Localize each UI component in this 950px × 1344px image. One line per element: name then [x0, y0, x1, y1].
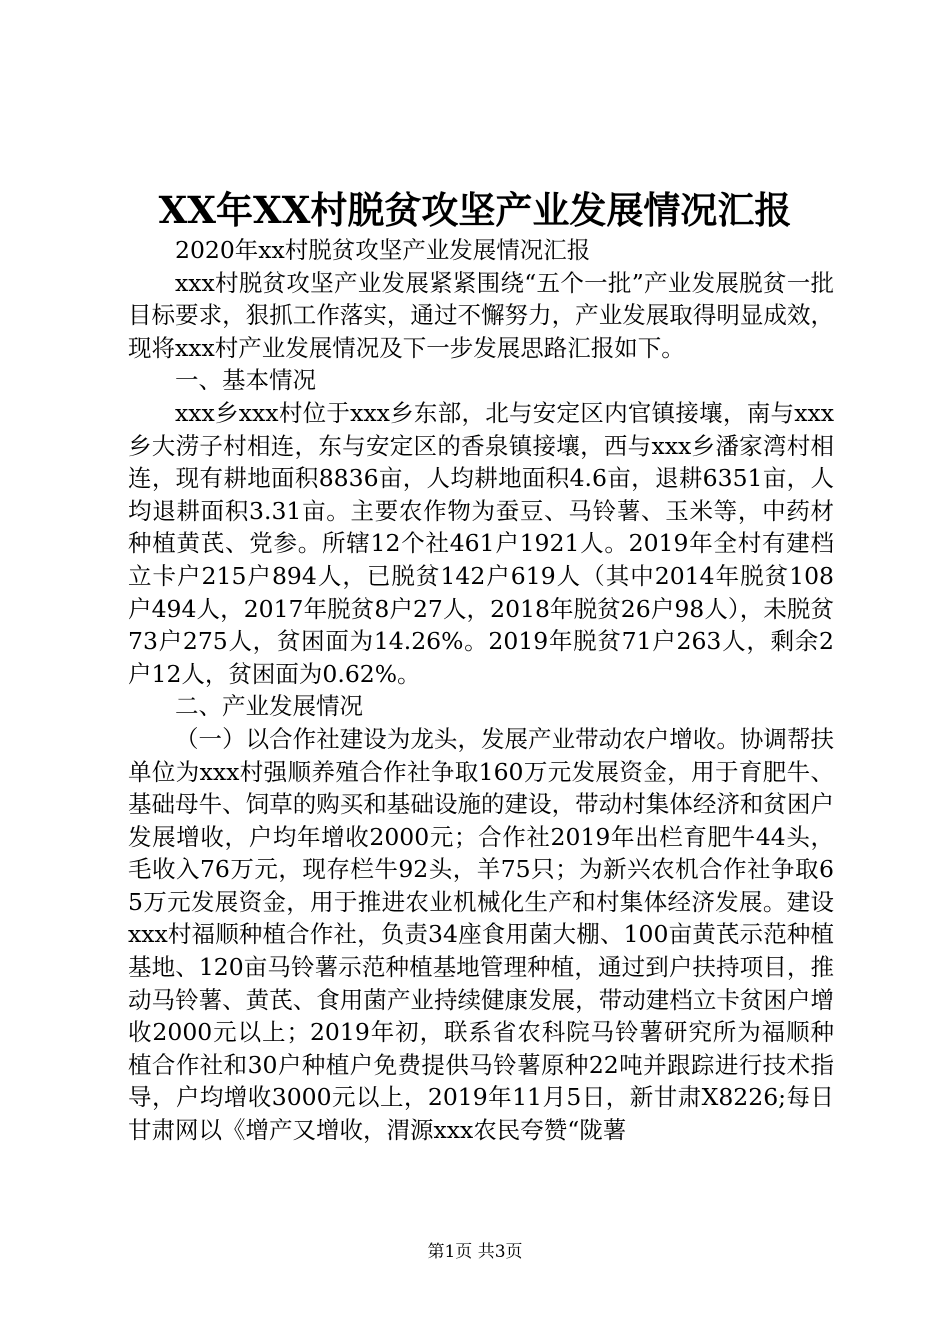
paragraph-subtitle: 2020年xx村脱贫攻坚产业发展情况汇报: [175, 236, 591, 264]
document-title: XX年XX村脱贫攻坚产业发展情况汇报: [158, 188, 792, 232]
section-heading-basic: 一、基本情况: [175, 366, 316, 395]
paragraph-industry-development: （一）以合作社建设为龙头，发展产业带动农户增收。协调帮扶单位为xxx村强顺养殖合作社争取160万元发展资金，用于育肥牛、基础母牛、饲草的购买和基础设施的建设，带动村集体经济和贫困户发展增收，户均年增收2000元；合作社2019年出栏育肥牛44头，毛收入76万元，现存栏牛92头，羊75只；为新兴农机合作社争取65万元发展资金，用于推进农业机械化生产和村集体经济发展。建设xxx村福顺种植合作社，负责34座食用菌大棚、100亩黄芪示范种植基地、120亩马铃薯示范种植基地管理种植，通过到户扶持项目，推动马铃薯、黄芪、食用菌产业持续健康发展，带动建档立卡贫困户增收2000元以上；2019年初，联系省农科院马铃薯研究所为福顺种植合作社和30户种植户免费提供马铃薯原种22吨并跟踪进行技术指导，户均增收3000元以上，2019年11月5日，新甘肃X8226;每日甘肃网以《增产又增收，渭源xxx农民夸赞“陇薯: [128, 724, 834, 1145]
section-heading-industry: 二、产业发展情况: [175, 692, 363, 721]
page-number: 第1页 共3页: [427, 1242, 523, 1262]
document-body: [128, 234, 834, 1147]
paragraph-basic-situation: xxx乡xxx村位于xxx乡东部，北与安定区内官镇接壤，南与xxx乡大涝子村相连，东与安定区的香泉镇接壤，西与xxx乡潘家湾村相连，现有耕地面积8836亩，人均耕地面积4.6亩，退耕6351亩，人均退耕面积3.31亩。主要农作物为蚕豆、马铃薯、玉米等，中药材种植黄芪、党参。所辖12个社461户1921人。2019年全村有建档立卡户215户894人，已脱贫142户619人（其中2014年脱贫108户494人，2017年脱贫8户27人，2018年脱贫26户98人），未脱贫73户275人，贫困面为14.26%。2019年脱贫71户263人，剩余2户12人，贫困面为0.62%。: [128, 398, 834, 688]
paragraph-intro: xxx村脱贫攻坚产业发展紧紧围绕“五个一批”产业发展脱贫一批目标要求，狠抓工作落实，通过不懈努力，产业发展取得明显成效，现将xxx村产业发展情况及下一步发展思路汇报如下。: [128, 268, 834, 362]
